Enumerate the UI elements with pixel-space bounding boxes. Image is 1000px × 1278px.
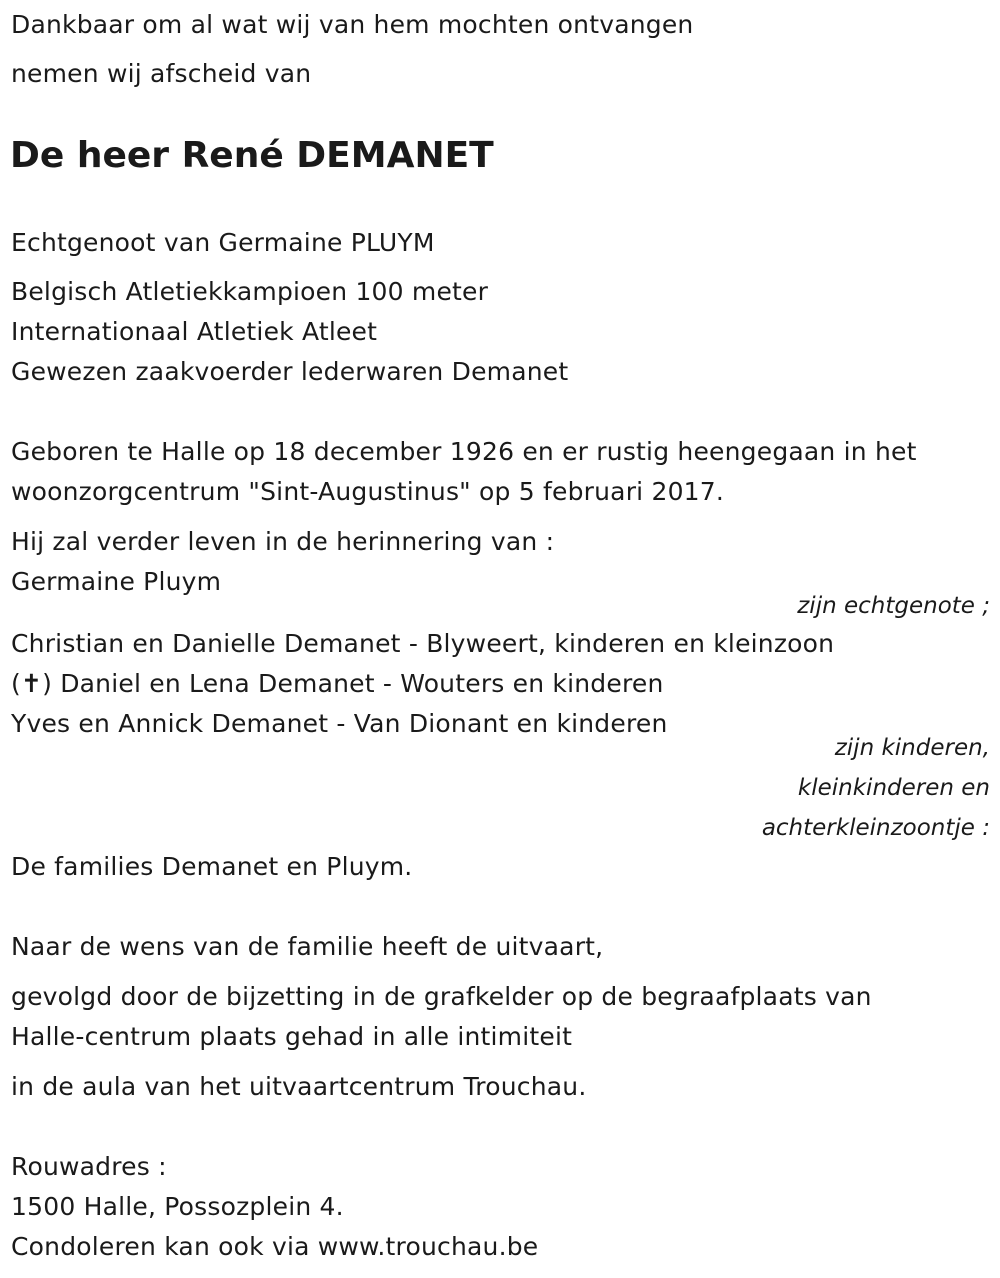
- child-line: (✝) Daniel en Lena Demanet - Wouters en kinderen: [11, 669, 664, 698]
- children-role-line: kleinkinderen en: [797, 775, 990, 801]
- spouse-line: Echtgenoot van Germaine PLUYM: [11, 228, 435, 257]
- survivors-intro: Hij zal verder leven in de herinnering van :: [11, 527, 555, 556]
- bio-line-3: Gewezen zaakvoerder lederwaren Demanet: [11, 357, 569, 386]
- child-line: Yves en Annick Demanet - Van Dionant en kinderen: [11, 709, 668, 738]
- children-role-line: achterkleinzoontje :: [761, 815, 990, 841]
- birth-death-line-2: woonzorgcentrum "Sint-Augustinus" op 5 februari 2017.: [11, 477, 725, 506]
- spouse-name: Germaine Pluym: [11, 567, 222, 596]
- deceased-name: De heer René DEMANET: [10, 135, 494, 176]
- funeral-line-3: Halle-centrum plaats gehad in alle intimiteit: [11, 1022, 573, 1051]
- funeral-line-4: in de aula van het uitvaartcentrum Trouchau.: [11, 1072, 587, 1101]
- contact-label: Rouwadres :: [11, 1152, 167, 1181]
- intro-line-2: nemen wij afscheid van: [11, 59, 312, 88]
- funeral-line-1: Naar de wens van de familie heeft de uitvaart,: [11, 932, 604, 961]
- bio-line-1: Belgisch Atletiekkampioen 100 meter: [11, 277, 489, 306]
- spouse-role: zijn echtgenote ;: [797, 593, 990, 619]
- families-line: De families Demanet en Pluym.: [11, 852, 413, 881]
- intro-line-1: Dankbaar om al wat wij van hem mochten ontvangen: [11, 10, 694, 39]
- children-role-line: zijn kinderen,: [834, 735, 990, 761]
- condolence-line: Condoleren kan ook via www.trouchau.be: [11, 1232, 539, 1261]
- child-line: Christian en Danielle Demanet - Blyweert, kinderen en kleinzoon: [11, 629, 835, 658]
- contact-address: 1500 Halle, Possozplein 4.: [11, 1192, 344, 1221]
- bio-line-2: Internationaal Atletiek Atleet: [11, 317, 378, 346]
- funeral-line-2: gevolgd door de bijzetting in de grafkelder op de begraafplaats van: [11, 982, 872, 1011]
- birth-death-line-1: Geboren te Halle op 18 december 1926 en er rustig heengegaan in het: [11, 437, 917, 466]
